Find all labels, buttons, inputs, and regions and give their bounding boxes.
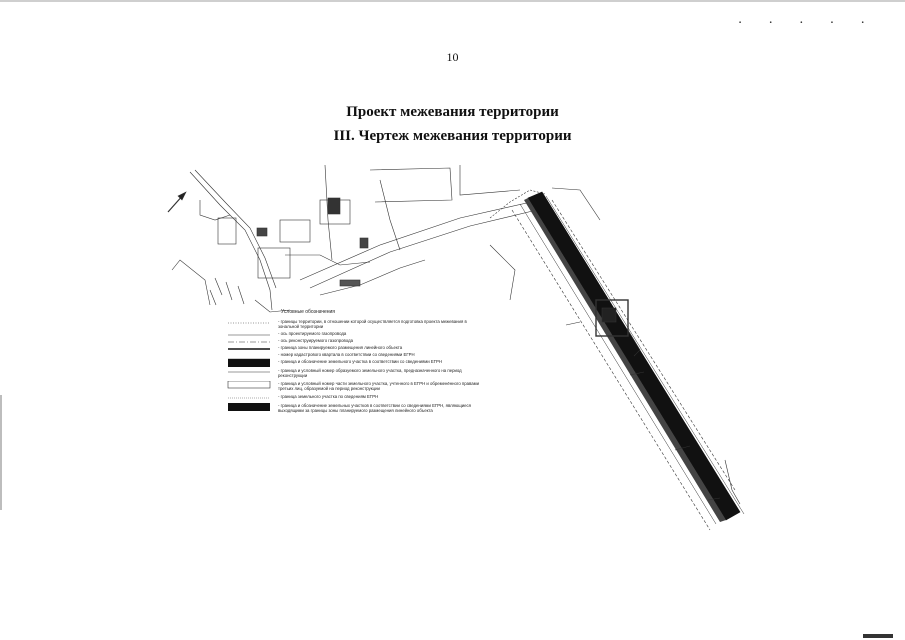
- page-title: Проект межевания территории: [346, 104, 559, 120]
- legend-item: [226, 319, 486, 329]
- legend-title: Условные обозначения: [281, 309, 336, 315]
- legend-text: - граница и обозначение земельных участков в соответствии со сведениями ЕГРН, являющиеся выходящими за границы зоны планируемого размещения линейного объекта: [278, 403, 471, 414]
- legend-text: - номер кадастрового квартала в соответствии со сведениями ЕГРН: [278, 352, 415, 357]
- legend-text: - граница и условный номер части земельного участка, учтенного в ЕГРН и обременённого правами третьих лиц, образуемой на период реконструкции: [278, 381, 479, 392]
- legend-text: - ось реконструируемого газопровода: [278, 338, 353, 343]
- legend-text: - граница и обозначение земельного участка в соответствии со сведениями ЕГРН: [278, 359, 443, 364]
- legend-symbol: [226, 381, 272, 389]
- legend-text: - граница и условный номер образуемого земельного участка, предназначенного на период реконструкции: [278, 368, 462, 379]
- legend-item: [226, 381, 486, 391]
- legend-symbol: [226, 394, 272, 402]
- legend-text: - граница зоны планируемого размещения линейного объекта: [278, 345, 403, 350]
- scan-footer-mark: [863, 634, 893, 638]
- legend-symbol: [226, 368, 272, 376]
- legend-item: [226, 368, 486, 378]
- scan-edge-left: [0, 395, 2, 510]
- legend-symbol: [226, 319, 272, 327]
- legend-text: - ось проектируемого газопровода: [278, 331, 347, 336]
- legend-text: - границы территории, в отношении которой осуществляется подготовка проекта межевания в зональной территории: [278, 319, 467, 330]
- legend-symbol: [226, 403, 272, 411]
- page-subtitle: III. Чертеж межевания территории: [333, 128, 572, 144]
- legend-symbol: [226, 359, 272, 367]
- page-number: 10: [446, 50, 459, 64]
- scan-dots: ·····: [737, 16, 891, 31]
- legend-item: [226, 403, 486, 413]
- scan-edge-top: [0, 0, 905, 2]
- legend-text: - граница земельного участка по сведениям ЕГРН: [278, 394, 379, 399]
- north-arrow-icon: [168, 192, 186, 212]
